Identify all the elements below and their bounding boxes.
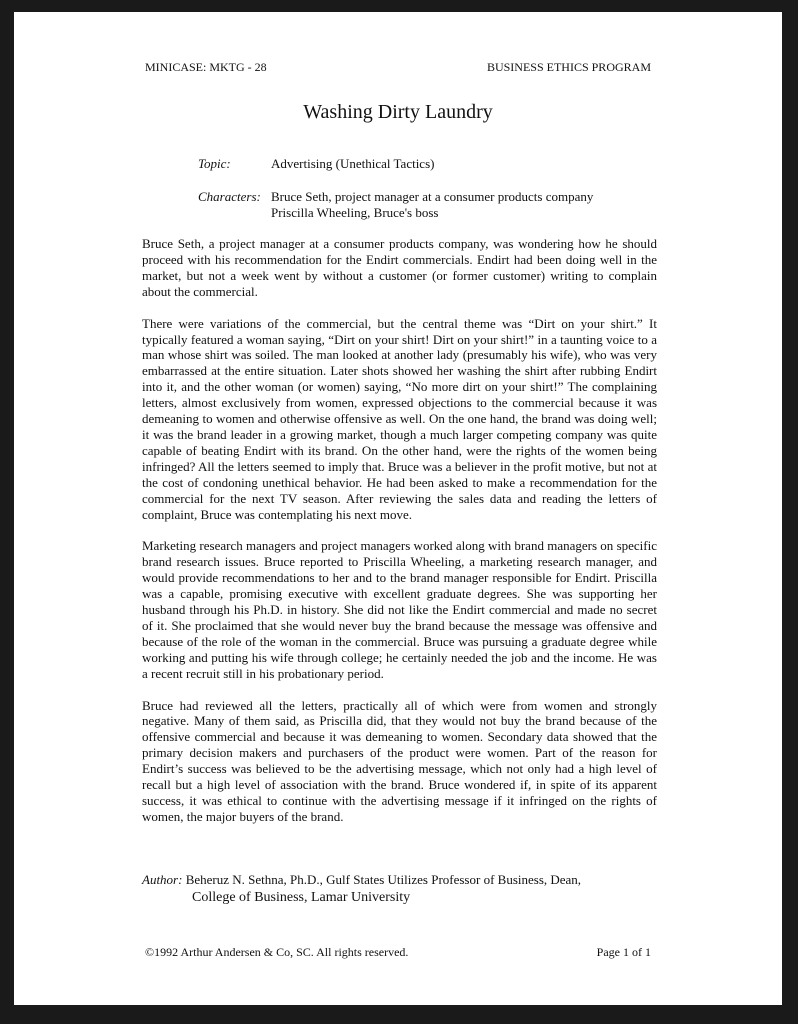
author-block — [142, 871, 657, 906]
paragraph: Bruce had reviewed all the letters, practically all of which were from women and strongly negative. Many of them said, as Priscilla did, that they would not buy the brand because of the offensive commercial and because it was demeaning to women. Secondary data showed that the primary decision makers and purchasers of the product were women. Part of the reason for Endirt’s success was believed to be the advertising message, which not only had a high level of recall but a high level of association with the brand. Bruce wondered if, in spite of its apparent success, it was ethical to continue with the advertising message if it infringed on the rights of women, the major buyers of the brand. — [142, 697, 657, 824]
page-number: Page 1 of 1 — [596, 945, 651, 959]
author-affiliation: College of Business, Lamar University — [192, 890, 411, 905]
character-2: Priscilla Wheeling, Bruce's boss — [271, 205, 439, 220]
characters-label: Characters: — [198, 189, 261, 204]
characters-value — [271, 189, 593, 221]
case-number: MINICASE: MKTG - 28 — [145, 60, 267, 74]
program-name: BUSINESS ETHICS PROGRAM — [486, 60, 651, 74]
paragraph: Bruce Seth, a project manager at a consumer products company, was wondering how he should proceed with his recommendation for the Endirt commercials. Endirt had been doing well in the market, but not a week went by without a customer (or former customer) writing to complain about the commercial. — [142, 236, 657, 299]
author-label: Author: — [142, 872, 183, 887]
copyright: ©1992 Arthur Andersen & Co, SC. All rights reserved. — [145, 945, 409, 959]
topic-value: Advertising (Unethical Tactics) — [271, 156, 435, 171]
paragraph: There were variations of the commercial, but the central theme was “Dirt on your shirt.” It typically featured a woman saying, “Dirt on your shirt! Dirt on your shirt!” in a taunting voice to a man whose shirt was soiled. The man looked at another lady (presumably his wife), who was very embarrassed at the entire situation. Later shots showed her washing the shirt after rubbing Endirt into it, and the other woman (or women) saying, “No more dirt on your shirt!” The complaining letters, almost exclusively from women, expressed objections to the commercial because it was demeaning to women and otherwise offensive as well. On the one hand, the brand was doing well; it was the brand leader in a growing market, though a much larger competing company was quite capable of beating Endirt with its brand. On the other hand, were the rights of the women being infringed? All the letters seemed to imply that. Bruce was a believer in the profit motive, but not at the cost of condoning unethical behavior. He had been asked to make a recommendation for the commercial for the next TV season. After reviewing the sales data and reading the letters of complaint, Bruce was contemplating his next move. — [142, 315, 657, 522]
paragraph: Marketing research managers and project managers worked along with brand managers on specific brand research issues. Bruce reported to Priscilla Wheeling, a marketing research manager, and would provide recommendations to her and to the brand manager responsible for Endirt. Priscilla was a capable, promising executive with excellent graduate degrees. She was supporting her husband through his Ph.D. in history. She did not like the Endirt commercial and made no secret of it. She proclaimed that she would never buy the brand because the message was offensive and because of the role of the woman in the commercial. Bruce was pursuing a graduate degree while working and putting his wife through college; he certainly needed the job and the income. He was a recent recruit still in his probationary period. — [142, 538, 657, 681]
case-body — [142, 236, 657, 841]
case-title: Washing Dirty Laundry — [303, 101, 493, 123]
topic-label: Topic: — [198, 156, 231, 171]
author-name: Beheruz N. Sethna, Ph.D., Gulf States Utilizes Professor of Business, Dean, — [185, 872, 582, 887]
character-1: Bruce Seth, project manager at a consumer products company — [271, 189, 594, 204]
document-page — [14, 12, 782, 1005]
